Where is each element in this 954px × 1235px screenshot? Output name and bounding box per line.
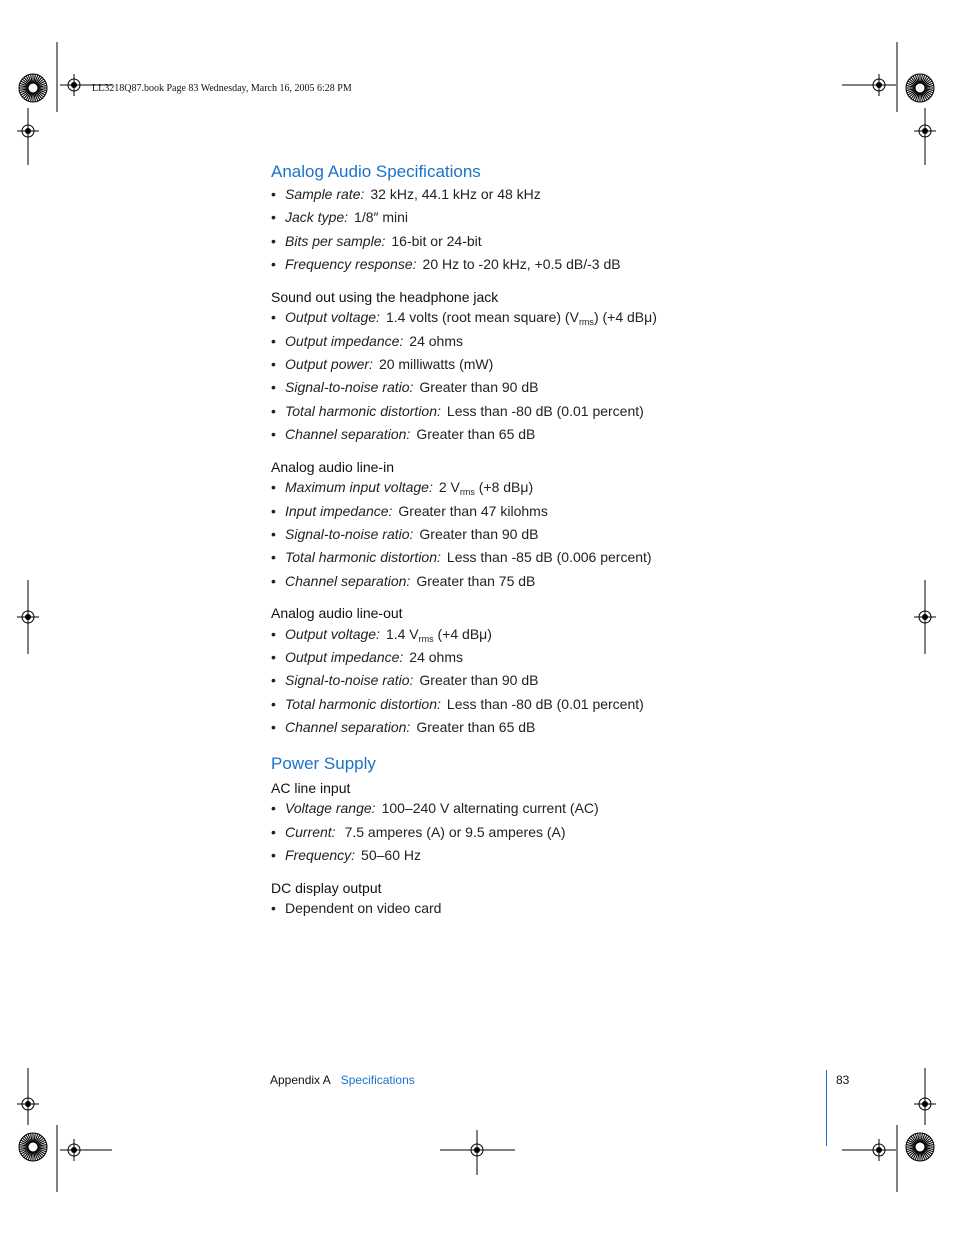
subsection-title-line-out: Analog audio line-out — [271, 605, 403, 621]
list-item: • Total harmonic distortion: Less than -80 dB (0.01 percent) — [271, 403, 644, 419]
section-title-analog: Analog Audio Specifications — [271, 162, 481, 181]
starburst-target-icon — [19, 1133, 47, 1161]
list-item: • Output impedance: 24 ohms — [271, 649, 463, 665]
list-item: • Frequency: 50–60 Hz — [271, 847, 421, 863]
list-item: • Output impedance: 24 ohms — [271, 333, 463, 349]
list-item: • Channel separation: Greater than 65 dB — [271, 719, 536, 735]
list-item: • Jack type: 1/8″ mini — [271, 209, 409, 225]
list-item: • Channel separation: Greater than 65 dB — [271, 426, 536, 442]
list-item: • Bits per sample: 16-bit or 24-bit — [271, 233, 482, 249]
footer-breadcrumb — [270, 1073, 415, 1087]
list-item: • Channel separation: Greater than 75 dB — [271, 573, 536, 589]
footer-divider — [826, 1070, 827, 1146]
list-item: • Output voltage: 1.4 volts (root mean square) $(V_{rms})$ (+4 dBμ) — [271, 309, 657, 327]
list-item: • Voltage range: 100–240 V alternating current (AC) — [271, 800, 599, 816]
page-number: 83 — [836, 1073, 850, 1087]
list-item: • Frequency response: 20 Hz to -20 kHz, +0.5 dB/-3 dB — [271, 256, 621, 272]
section-link[interactable]: Specifications — [340, 1073, 415, 1087]
list-item: • Signal-to-noise ratio: Greater than 90 dB — [271, 526, 539, 542]
starburst-target-icon — [906, 74, 934, 102]
list-item: • Sample rate: 32 kHz, 44.1 kHz or 48 kHz — [271, 186, 541, 202]
list-item: • Current: 7.5 amperes (A) or 9.5 amperes (A) — [271, 824, 566, 840]
list-item: • Signal-to-noise ratio: Greater than 90 dB — [271, 379, 539, 395]
section-title-power: Power Supply — [271, 754, 376, 773]
list-item: • Maximum input voltage: 2 $V_{rms}$ (+8 dBμ) — [271, 479, 534, 497]
subsection-title-ac: AC line input — [271, 780, 351, 796]
list-item: • Dependent on video card — [271, 900, 442, 916]
subsection-title-headphone: Sound out using the headphone jack — [271, 289, 499, 305]
list-item: • Output voltage: 1.4 $V_{rms}$ (+4 dBμ) — [271, 626, 492, 644]
list-item: • Total harmonic distortion: Less than -80 dB (0.01 percent) — [271, 696, 644, 712]
list-item: • Input impedance: Greater than 47 kilohms — [271, 503, 548, 519]
book-slug: LL3218Q87.book Page 83 Wednesday, March 16, 2005 6:28 PM — [92, 83, 352, 94]
subsection-title-line-in: Analog audio line-in — [271, 459, 394, 475]
appendix-label: Appendix A — [270, 1073, 331, 1087]
list-item: • Signal-to-noise ratio: Greater than 90 dB — [271, 672, 539, 688]
starburst-target-icon — [906, 1133, 934, 1161]
list-item: • Output power: 20 milliwatts (mW) — [271, 356, 494, 372]
subsection-title-dc: DC display output — [271, 880, 382, 896]
starburst-target-icon — [19, 74, 47, 102]
list-item: • Total harmonic distortion: Less than -85 dB (0.006 percent) — [271, 549, 652, 565]
